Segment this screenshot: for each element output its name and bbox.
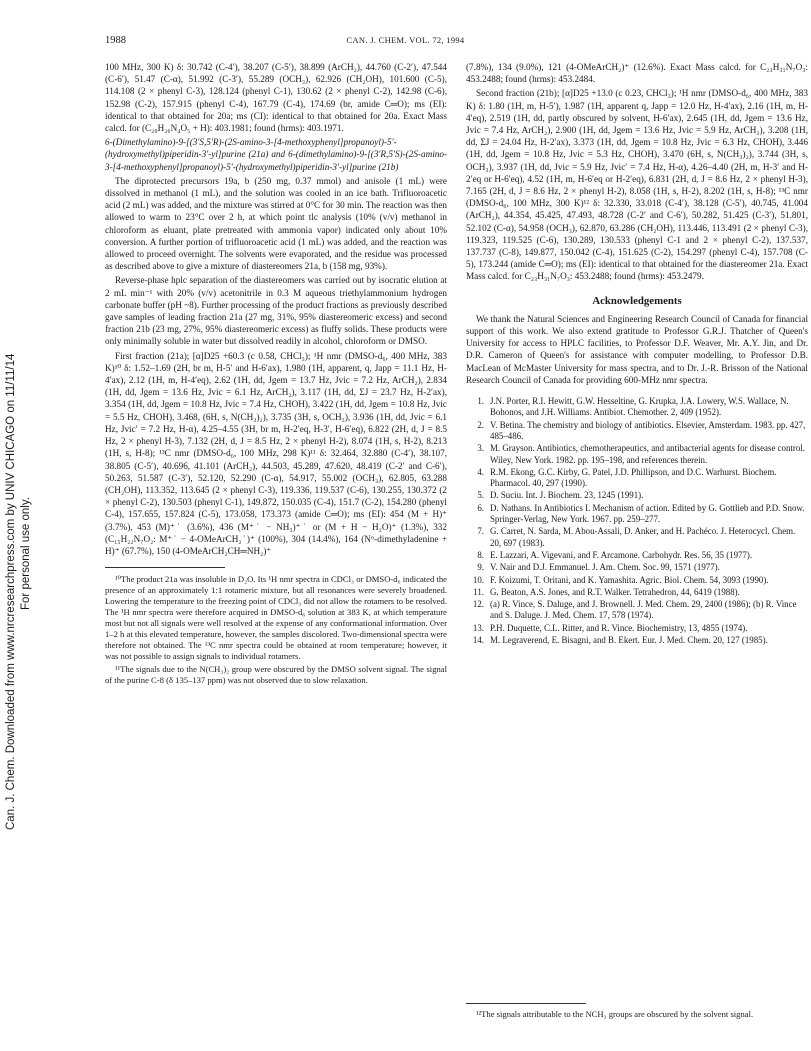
reference-item (466, 420, 808, 443)
first-fraction-paragraph: First fraction (21a); [α]D25 +60.3 (c 0.58, CHCl₃); ¹H nmr (DMSO-d₆, 400 MHz, 383 K)¹⁰ δ: 1.52–1.69 (2H, br m, H-5′ and H-6′ax), 1.980 (1H, apparent, q, Japp = 11.1 Hz, H-4′ax), 2.12 (1H, m, H-4′eq), 2.62 (1H, dd, Jgem = 13.7 Hz, Jvic = 7.2 Hz, ArCH₂), 2.834 (1H, dd, Jgem = 13.6 Hz, Jvic = 6.1 Hz, ArCH₂), 3.117 (1H, dd, ΣJ = 23.7 Hz, H-2′ax), 3.354 (1H, dd, Jgem = 10.8 Hz, Jvic = 7.4 Hz, CHOH), 3.422 (1H, dd, Jgem = 10.8 Hz, Jvic = 5.5 Hz, CHOH), 3.468, (6H, s, N(CH₃)₂), 3.735 (3H, s, OCH₃), 3.936 (1H, dd, Jvic = 6.1 Hz, Jvic′ = 7.2 Hz, H-α), 4.25–4.55 (3H, br m, H-2′eq, H-3′, H-6′eq), 6.822 (2H, d, J = 8.5 Hz, 2 × phenyl H-3), 7.132 (2H, d, J = 8.5 Hz, 2 × phenyl H-2), 8.074 (1H, s, H-2), 8.213 (1H, s, H-8); ¹³C nmr (DMSO-d₆, 100 MHz, 298 K)¹¹ δ: 32.464, 32.880 (C-4′), 38.107, 38.805 (C-5′), 40.696, 41.101 (ArCH₂), 44.503, 45.289, 47.620, 48.419 (C-2′ and C-6′), 50.263, 51.587 (C-3′), 52.120, 52.290 (C-α), 54.917, 55.002 (OCH₃), 62.805, 63.288 (CH₂OH), 113.352, 113.645 (2 × phenyl C-3), 119.336, 119.537 (C-6), 130.255, 130.372 (2 × phenyl C-2), 130.503 (phenyl C-1), 149.872, 150.035 (C-4), 151.7 (C-2), 154.280 (phenyl C-4), 157.655, 157.824 (C-5), 173.058, 173.373 (amide C═O); ms (EI): 454 (M + H)⁺ (3.7%), 453 (M)⁺˙ (3.6%), 436 (M⁺˙ − NH₃)⁺˙ or (M + H − H₂O)⁺ (1.3%), 332 (C₁₅H₂₂N₇O₂: M⁺˙ − 4-OMeArCH₂˙)⁺ (100%), 304 (14.4%), 164 (N⁶-dimethyladenine + H)⁺ (67.7%), 150 (4-OMeArCH₂CH═NH₂)⁺ (105, 350, 447, 556)
reference-item (466, 599, 808, 622)
reference-text: R.M. Ekong, G.C. Kirby, G. Patel, J.D. Phillipson, and D.C. Warhurst. Biochem. Pharmacol. 40, 297 (1990). (490, 466, 777, 489)
second-fraction-paragraph: Second fraction (21b); [α]D25 +13.0 (c 0.23, CHCl₃); ¹H nmr (DMSO-d₆, 400 MHz, 383 K) δ: 1.80 (1H, m, H-5′), 1.987 (1H, apparent q, Japp = 12.0 Hz, H-4′ax), 2.16 (1H, m, H-4′eq), 2.519 (1H, dd, partly obscured by solvent, H-6′ax), 2.645 (1H, dd, Jgem = 13.6 Hz, Jvic = 7.4 Hz, ArCH₂), 2.900 (1H, dd, Jgem = 13.6 Hz, Jvic = 5.9 Hz, ArCH₂), 3.208 (1H, dd, ΣJ = 24.04 Hz, H-2′ax), 3.373 (1H, dd, Jgem = 10.8 Hz, Jvic = 6.3 Hz, CHOH), 3.446 (1H, dd, Jgem = 10.8 Hz, Jvic = 5.3 Hz, CHOH), 3.470 (6H, s, N(CH₃)₂), 3.744 (3H, s, OCH₃), 3.937 (1H, dd, Jvic = 5.9 Hz, Jvic′ = 7.4 Hz, H-α), 4.26–4.40 (2H, m, H-3′ and H-2′eq or H-6′eq), 4.52 (1H, m, H-6′eq or H-2′eq), 6.831 (2H, d, J = 8.6 Hz, 2 × phenyl H-3), 7.165 (2H, d, J = 8.6 Hz, 2 × phenyl H-2), 8.058 (1H, s, H-2), 8.202 (1H, s, H-8); ¹³C nmr (DMSO-d₆, 100 MHz, 300 K)¹² δ: 32.330, 33.018 (C-4′), 38.128 (C-5′), 40.745, 41.004 (ArCH₂), 44.354, 45.425, 47.493, 48.728 (C-2′ and C-6′), 50.282, 51.425 (C-3′), 51.801, 52.102 (C-α), 54.958 (OCH₃), 62.870, 63.286 (CH₂OH), 113.446, 113.491 (2 × phenyl C-3), 119.323, 119.525 (C-6), 130.289, 130.533 (phenyl C-1 and 2 × phenyl C-2), 137.537, 137.737 (C-8), 149.877, 150.042 (C-4), 151.625 (C-2), 154.297 (phenyl C-4), 157.708 (C-5), 173.244 (amide C═O); ms (EI): identical to that obtained for the diastereomer 21a. Exact Mass calcd. for C₂₃H₃₁N₇O₃: 453.2488; found (hrms): 453.2479. (466, 88, 808, 282)
reference-text: V. Nair and D.J. Emmanuel. J. Am. Chem. Soc. 99, 1571 (1977). (490, 562, 720, 573)
reference-number: 10. (472, 574, 484, 585)
reference-item (466, 562, 808, 573)
reference-item (466, 550, 808, 561)
watermark-line-2: For personal use only. (20, 497, 32, 610)
reference-number: 12. (472, 599, 484, 610)
footnote-12: ¹²The signals attributable to the NCH₃ groups are obscured by the solvent signal. (476, 1009, 754, 1019)
reference-text: G. Carret, N. Sarda, M. Abou-Assali, D. Anker, and H. Pachéco. J. Heterocycl. Chem. 20, 697 (1983). (490, 526, 796, 548)
reference-text: V. Betina. The chemistry and biology of antibiotics. Elsevier, Amsterdam. 1983. pp. 427, 485–486. (490, 419, 806, 441)
footnote-divider-right (466, 1003, 586, 1004)
ms-continuation-paragraph: (7.8%), 134 (9.0%), 121 (4-OMeArCH₂)⁺ (12.6%). Exact Mass calcd. for C₂₃H₃₁N₇O₃: 453.2488; found (hrms): 453.2484. (466, 62, 808, 85)
reference-number: 4. (477, 466, 484, 477)
acknowledgements-text: We thank the Natural Sciences and Engineering Research Council of Canada for financial support of this work. We also extend gratitude to Professor G.R.J. Thatcher of Queen's University for access to HPLC facilities, to Professor D.F. Weaver, Mr. A.Y. Jin, and Dr. D.R. Cameron of Queen's for assistance with computer modelling, to Professor D.B. MacLean of McMaster University for mass spectra, and to Dr. J.-R. Brisson of the National Research Council of Canada for providing 600-MHz nmr spectra. (466, 313, 808, 385)
reference-item (466, 575, 808, 586)
reference-text: M. Grayson. Antibiotics, chemotherapeutics, and antibacterial agents for disease control. Wiley, New York. 1982. pp. 195–198, and references therein. (490, 443, 805, 465)
reference-list (466, 396, 808, 646)
reference-number: 7. (477, 526, 484, 537)
footnote-10: ¹⁰The product 21a was insoluble in D₂O. Its ¹H nmr spectra in CDCl₃ or DMSO-d₆ indicated the presence of an approximately 1:1 rotameric mixture, but all resonances were severely broadened. Lowering the temperature to the freezing point of CDCl₃ did not allow the rotamers to be resolved. The ¹H nmr spectra were therefore acquired in DMSO-d₆ solution at 383 K, at which temperature most but not all signals were well resolved at the expense of any conformational information. Over 1–2 h at this elevated temperature, however, the samples discolored. Two-dimensional spectra were therefore not obtained. The ¹³C nmr spectra could be obtained at room temperature; however, it was not possible to assign signals to individual rotamers. (105, 574, 447, 662)
reference-item (466, 635, 808, 646)
download-watermark (3, 190, 37, 830)
acknowledgements-heading: Acknowledgements (592, 294, 682, 307)
reference-number: 1. (477, 396, 484, 407)
reference-number: 2. (477, 419, 484, 430)
reference-item (466, 503, 808, 526)
watermark-line-1: Can. J. Chem. Downloaded from www.nrcresearchpress.com by UNIV CHICAGO on 11/11/14 (5, 353, 17, 830)
reference-item (466, 467, 808, 490)
reference-number: 3. (477, 443, 484, 454)
reference-text: F. Koizumi, T. Oritani, and K. Yamashita. Agric. Biol. Chem. 54, 3093 (1990). (490, 574, 769, 585)
reference-item (466, 526, 808, 549)
footnote-11: ¹¹The signals due to the N(CH₃)₂ group were obscured by the DMSO solvent signal. The signal of the purine C-8 (δ 135–137 ppm) was not observed due to slow relaxation. (105, 664, 447, 686)
reference-number: 9. (477, 562, 484, 573)
right-column (466, 61, 808, 647)
reference-number: 13. (472, 622, 484, 633)
reference-item (466, 490, 808, 501)
reference-text: P.H. Duquette, C.L. Ritter, and R. Vince. Biochemistry, 13, 4855 (1974). (490, 622, 748, 633)
reference-item (466, 623, 808, 634)
left-column (105, 61, 447, 688)
hplc-paragraph: Reverse-phase hplc separation of the diastereomers was carried out by isocratic elution at 2 mL min⁻¹ with 20% (v/v) acetonitrile in 0.3 M aqueous triethylammonium hydrogen carbonate buffer (pH ~8). Further processing of the product fractions as previously described gave samples of leading fraction 21a (27 mg, 31%, 95% diastereomeric excess) and second fraction 21b (23 mg, 27%, 95% diastereomeric excess) as fluffy solids. These products were only minimally soluble in water but dissolved readily in alcohol, chloroform or DMSO. (105, 275, 447, 347)
reference-number: 11. (473, 586, 484, 597)
reference-item (466, 587, 808, 598)
running-header: CAN. J. CHEM. VOL. 72, 1994 (346, 35, 465, 45)
reference-item (466, 396, 808, 419)
reference-text: J.N. Porter, R.I. Hewitt, G.W. Hesseltine, G. Krupka, J.A. Lowery, W.S. Wallace, N. Bohonos, and J.H. Williams. Antibiot. Chemother. 2, 409 (1952). (490, 396, 789, 418)
procedure-paragraph: The diprotected precursors 19a, b (250 mg, 0.37 mmol) and anisole (1 mL) were dissolved in methanol (1 mL), and the solution was cooled in an ice bath. Trifluoroacetic acid (2 mL) was added, and the mixture was stirred at 0°C for 30 min. The reaction was then allowed to warm to 23°C over 2 h, at which point tlc analysis (10% (v/v) methanol in chloroform as eluant, plate pretreated with ammonia vapor) indicated only about 10% conversion. A further portion of trifluoroacetic acid (1 mL) was added, and the reaction was allowed to proceed overnight. The solvents were evaporated, and the residue was processed as described above to give a mixture of diastereomers 21a, b (158 mg, 93%). (105, 175, 447, 272)
reference-text: G. Beaton, A.S. Jones, and R.T. Walker. Tetrahedron, 44, 6419 (1988). (490, 586, 740, 597)
reference-item (466, 443, 808, 466)
reference-text: M. Legraverend, E. Bisagni, and B. Ekert. Eur. J. Med. Chem. 20, 127 (1985). (490, 635, 768, 646)
reference-number: 14. (472, 635, 484, 646)
reference-number: 8. (477, 549, 484, 560)
compound-heading: 6-(Dimethylamino)-9-[(3′S,5′R)-(2S-amino-3-[4-methoxyphenyl]propanoyl)-5′-(hydroxymethyl)piperidin-3′-yl]purine (21a) and 6-(dimethylamino)-9-[(3′R,5′S)-(2S-amino-3-[4-methoxyphenyl]propanoyl)-5′-(hydroxymethyl)piperidin-3′-yl]purine (21b) (105, 137, 447, 172)
reference-number: 6. (477, 502, 484, 513)
reference-text: (a) R. Vince, S. Daluge, and J. Brownell. J. Med. Chem. 29, 2400 (1986); (b) R. Vince and S. Daluge. J. Med. Chem. 17, 578 (1974). (490, 599, 797, 621)
nmr-data-paragraph: 100 MHz, 300 K) δ: 30.742 (C-4′), 38.207 (C-5′), 38.899 (ArCH₂), 44.760 (C-2′), 47.544 (C-6′), 51.47 (C-α), 51.992 (C-3′), 55.289 (OCH₃), 62.926 (CH₂OH), 101.600 (C-5), 114.108 (2 × phenyl C-3), 128.124 (phenyl C-1), 130.62 (2 × phenyl C-2), 142.98 (C-6), 152.98 (C-2), 157.915 (phenyl C-4), 167.79 (C-4), 174.69 (br, amide C═O); ms (EI): identical to that obtained for 20a; ms (CI): identical to that obtained for 20a. Exact Mass calcd. for (C₂₀H₂₆N₄O₅ + H): 403.1981; found (hrms): 403.1971. (105, 62, 447, 134)
right-footnote-block (466, 1003, 806, 1021)
reference-text: E. Lazzari, A. Vigevani, and F. Arcamone. Carbohydr. Res. 56, 35 (1977). (490, 549, 753, 560)
reference-text: D. Nathans. In Antibiotics I. Mechanism of action. Edited by G. Gottlieb and P.D. Snow. Springer-Verlag, New York. 1967. pp. 259–277. (490, 502, 805, 525)
reference-number: 5. (477, 490, 484, 501)
reference-text: D. Suciu. Int. J. Biochem. 23, 1245 (1991). (490, 490, 644, 501)
page-number: 1988 (105, 35, 126, 46)
footnote-divider (105, 567, 225, 568)
